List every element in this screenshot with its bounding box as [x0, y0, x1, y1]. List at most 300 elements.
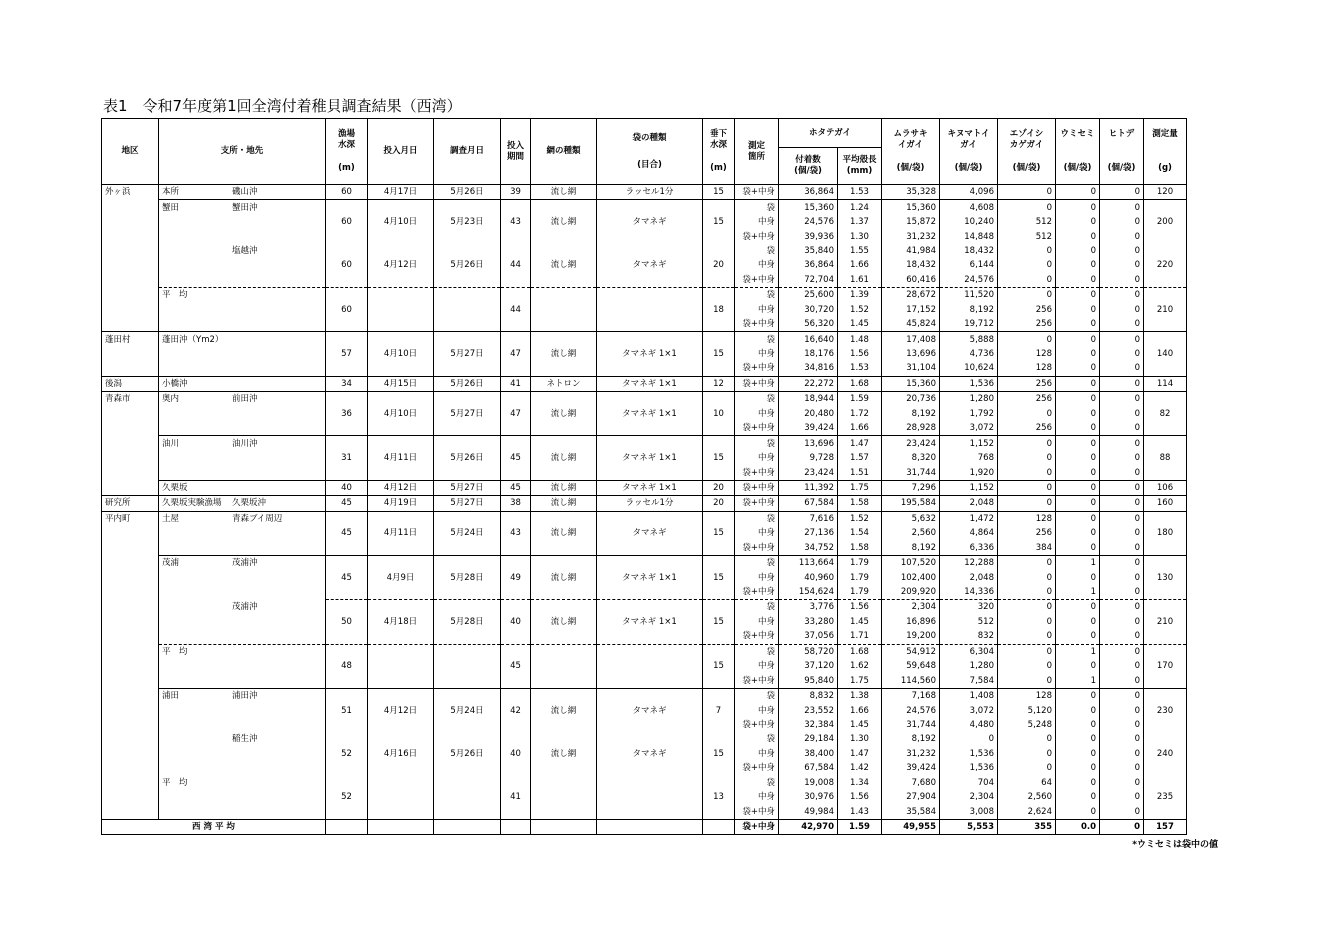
branch-cell — [159, 747, 326, 761]
days-cell: 42 — [501, 703, 531, 717]
hitode-cell: 0 — [1100, 496, 1144, 511]
scallop-length-cell: 1.30 — [838, 229, 882, 243]
survey-date-cell — [434, 511, 501, 526]
volume-cell — [1144, 332, 1187, 347]
branch-name: 蓬田沖（Ym2） — [162, 334, 224, 345]
days-cell: 43 — [501, 215, 531, 229]
umisemi-cell: 0 — [1056, 258, 1100, 272]
scallop-length-cell: 1.72 — [838, 407, 882, 421]
depth-cell — [326, 585, 368, 600]
kinumatoi-cell: 3,072 — [940, 421, 998, 436]
hang-depth-cell — [703, 644, 735, 659]
hitode-cell: 0 — [1100, 511, 1144, 526]
header-length: 平均殻長 (mm) — [838, 148, 882, 185]
bag-type-cell — [597, 511, 703, 526]
header-ezoishi: エゾイシ カゲガイ (個/袋) — [998, 119, 1056, 185]
depth-cell: 45 — [326, 570, 368, 584]
kinumatoi-cell: 512 — [940, 615, 998, 629]
measure-point-cell: 袋+中身 — [735, 273, 779, 288]
umisemi-cell: 0 — [1056, 465, 1100, 480]
mussel-cell: 209,920 — [882, 585, 940, 600]
ezoishi-cell: 0 — [998, 732, 1056, 746]
measure-point-cell: 中身 — [735, 570, 779, 584]
summary-row — [102, 819, 1187, 834]
branch-cell — [159, 718, 326, 732]
survey-date-cell: 5月27日 — [434, 347, 501, 361]
scallop-length-cell: 1.43 — [838, 804, 882, 819]
bag-type-cell — [597, 688, 703, 703]
days-cell: 45 — [501, 659, 531, 673]
branch-name: 蟹田 — [162, 202, 180, 213]
volume-cell: 230 — [1144, 703, 1187, 717]
table-row — [102, 673, 1187, 688]
measure-point-cell: 中身 — [735, 703, 779, 717]
volume-cell — [1144, 436, 1187, 451]
summary-len-cell: 1.59 — [838, 819, 882, 834]
days-cell: 40 — [501, 615, 531, 629]
table-row — [102, 804, 1187, 819]
hitode-cell: 0 — [1100, 790, 1144, 804]
branch-cell — [159, 244, 326, 258]
survey-date-cell — [434, 673, 501, 688]
days-cell — [501, 776, 531, 790]
branch-name: 油川 — [162, 438, 180, 449]
branch-cell — [159, 703, 326, 717]
table-row — [102, 185, 1187, 200]
scallop-length-cell: 1.68 — [838, 644, 882, 659]
hang-depth-cell — [703, 317, 735, 332]
summary-umi-cell: 0.0 — [1056, 819, 1100, 834]
bag-type-cell — [597, 273, 703, 288]
hitode-cell: 0 — [1100, 600, 1144, 615]
scallop-count-cell: 39,424 — [779, 421, 838, 436]
measure-point-cell: 袋 — [735, 244, 779, 258]
days-cell — [501, 511, 531, 526]
hitode-cell: 0 — [1100, 465, 1144, 480]
table-row — [102, 229, 1187, 243]
header-hitode: ヒトデ (個/袋) — [1100, 119, 1144, 185]
hitode-cell: 0 — [1100, 376, 1144, 391]
scallop-length-cell: 1.79 — [838, 555, 882, 570]
scallop-count-cell: 40,960 — [779, 570, 838, 584]
net-type-cell: 流し網 — [531, 496, 597, 511]
ezoishi-cell: 0 — [998, 555, 1056, 570]
hang-depth-cell — [703, 361, 735, 376]
mussel-cell: 19,200 — [882, 629, 940, 644]
area-cell — [102, 703, 159, 717]
umisemi-cell: 0 — [1056, 407, 1100, 421]
net-type-cell: 流し網 — [531, 570, 597, 584]
mussel-cell: 31,232 — [882, 747, 940, 761]
ezoishi-cell: 0 — [998, 407, 1056, 421]
scallop-count-cell: 95,840 — [779, 673, 838, 688]
hang-depth-cell — [703, 273, 735, 288]
depth-cell — [326, 644, 368, 659]
table-row — [102, 511, 1187, 526]
survey-date-cell — [434, 361, 501, 376]
kinumatoi-cell: 1,152 — [940, 480, 998, 495]
bag-type-cell: タマネギ — [597, 747, 703, 761]
umisemi-cell: 0 — [1056, 718, 1100, 732]
mussel-cell: 54,912 — [882, 644, 940, 659]
table-row — [102, 541, 1187, 556]
header-area: 地区 — [102, 119, 159, 185]
mussel-cell: 28,672 — [882, 288, 940, 303]
drop-date-cell: 4月19日 — [368, 496, 434, 511]
summary-empty-cell — [368, 819, 434, 834]
kinumatoi-cell: 4,864 — [940, 526, 998, 540]
table-row — [102, 555, 1187, 570]
depth-cell: 36 — [326, 407, 368, 421]
scallop-length-cell: 1.56 — [838, 347, 882, 361]
drop-date-cell — [368, 644, 434, 659]
measure-point-cell: 袋+中身 — [735, 585, 779, 600]
ezoishi-cell: 0 — [998, 200, 1056, 215]
bag-type-cell — [597, 718, 703, 732]
area-cell: 青森市 — [102, 392, 159, 407]
kinumatoi-cell: 18,432 — [940, 244, 998, 258]
mussel-cell: 59,648 — [882, 659, 940, 673]
depth-cell — [326, 718, 368, 732]
table-row — [102, 659, 1187, 673]
umisemi-cell: 0 — [1056, 496, 1100, 511]
survey-date-cell — [434, 541, 501, 556]
hang-depth-cell: 7 — [703, 703, 735, 717]
kinumatoi-cell: 1,152 — [940, 436, 998, 451]
hang-depth-cell — [703, 732, 735, 746]
bag-type-cell: タマネギ 1×1 — [597, 407, 703, 421]
hang-depth-cell: 15 — [703, 347, 735, 361]
branch-cell — [159, 659, 326, 673]
depth-cell: 51 — [326, 703, 368, 717]
ezoishi-cell: 256 — [998, 376, 1056, 391]
bag-type-cell — [597, 776, 703, 790]
kinumatoi-cell: 4,480 — [940, 718, 998, 732]
site-name: 青森ブイ周辺 — [232, 513, 283, 524]
measure-point-cell: 袋+中身 — [735, 421, 779, 436]
scallop-length-cell: 1.47 — [838, 747, 882, 761]
area-cell — [102, 303, 159, 317]
hang-depth-cell — [703, 761, 735, 775]
scallop-count-cell: 67,584 — [779, 496, 838, 511]
hang-depth-cell: 15 — [703, 185, 735, 200]
table-row — [102, 761, 1187, 775]
ezoishi-cell: 256 — [998, 526, 1056, 540]
net-type-cell — [531, 718, 597, 732]
mussel-cell: 20,736 — [882, 392, 940, 407]
ezoishi-cell: 0 — [998, 258, 1056, 272]
volume-cell — [1144, 541, 1187, 556]
net-type-cell — [531, 244, 597, 258]
branch-name: 小橋沖 — [162, 378, 188, 389]
scallop-count-cell: 37,056 — [779, 629, 838, 644]
bag-type-cell — [597, 303, 703, 317]
mussel-cell: 17,152 — [882, 303, 940, 317]
days-cell — [501, 688, 531, 703]
mussel-cell: 8,192 — [882, 541, 940, 556]
scallop-length-cell: 1.45 — [838, 615, 882, 629]
site-name: 茂浦沖 — [232, 558, 258, 569]
mussel-cell: 60,416 — [882, 273, 940, 288]
branch-cell — [159, 496, 326, 511]
measure-point-cell: 袋+中身 — [735, 761, 779, 775]
umisemi-cell: 0 — [1056, 376, 1100, 391]
hang-depth-cell — [703, 511, 735, 526]
mussel-cell: 31,744 — [882, 718, 940, 732]
hitode-cell: 0 — [1100, 673, 1144, 688]
volume-cell: 210 — [1144, 303, 1187, 317]
days-cell: 47 — [501, 407, 531, 421]
measure-point-cell: 袋 — [735, 511, 779, 526]
table-row — [102, 718, 1187, 732]
survey-date-cell: 5月28日 — [434, 615, 501, 629]
drop-date-cell — [368, 659, 434, 673]
bag-type-cell: タマネギ 1×1 — [597, 347, 703, 361]
volume-cell — [1144, 421, 1187, 436]
scallop-length-cell: 1.52 — [838, 511, 882, 526]
scallop-count-cell: 18,944 — [779, 392, 838, 407]
site-name: 浦田沖 — [232, 691, 258, 702]
ezoishi-cell: 128 — [998, 347, 1056, 361]
table-row — [102, 407, 1187, 421]
branch-cell — [159, 526, 326, 540]
hitode-cell: 0 — [1100, 703, 1144, 717]
hitode-cell: 0 — [1100, 804, 1144, 819]
kinumatoi-cell: 1,408 — [940, 688, 998, 703]
hitode-cell: 0 — [1100, 258, 1144, 272]
drop-date-cell: 4月16日 — [368, 747, 434, 761]
scallop-count-cell: 23,424 — [779, 465, 838, 480]
depth-cell — [326, 732, 368, 746]
volume-cell — [1144, 200, 1187, 215]
hitode-cell: 0 — [1100, 200, 1144, 215]
depth-cell — [326, 629, 368, 644]
bag-type-cell — [597, 361, 703, 376]
area-cell — [102, 718, 159, 732]
net-type-cell — [531, 688, 597, 703]
area-cell — [102, 600, 159, 615]
scallop-count-cell: 29,184 — [779, 732, 838, 746]
depth-cell — [326, 273, 368, 288]
hang-depth-cell: 15 — [703, 451, 735, 465]
drop-date-cell — [368, 273, 434, 288]
depth-cell: 60 — [326, 215, 368, 229]
mussel-cell: 2,560 — [882, 526, 940, 540]
net-type-cell: 流し網 — [531, 347, 597, 361]
depth-cell — [326, 600, 368, 615]
bag-type-cell — [597, 332, 703, 347]
measure-point-cell: 袋 — [735, 392, 779, 407]
umisemi-cell: 0 — [1056, 526, 1100, 540]
volume-cell — [1144, 804, 1187, 819]
bag-type-cell: タマネギ 1×1 — [597, 570, 703, 584]
header-scallop: ホタテガイ — [779, 119, 882, 148]
mussel-cell: 8,320 — [882, 451, 940, 465]
drop-date-cell — [368, 436, 434, 451]
bag-type-cell — [597, 436, 703, 451]
kinumatoi-cell: 4,096 — [940, 185, 998, 200]
measure-point-cell: 中身 — [735, 258, 779, 272]
days-cell — [501, 732, 531, 746]
footnote: *ウミセミは袋中の値 — [1132, 840, 1218, 850]
hang-depth-cell — [703, 332, 735, 347]
kinumatoi-cell: 4,736 — [940, 347, 998, 361]
umisemi-cell: 0 — [1056, 347, 1100, 361]
scallop-length-cell: 1.45 — [838, 317, 882, 332]
hitode-cell: 0 — [1100, 361, 1144, 376]
survey-date-cell — [434, 629, 501, 644]
hang-depth-cell: 12 — [703, 376, 735, 391]
hang-depth-cell: 18 — [703, 303, 735, 317]
days-cell — [501, 585, 531, 600]
branch-name: 久栗坂実験漁場 — [162, 498, 222, 509]
volume-cell: 160 — [1144, 496, 1187, 511]
area-cell — [102, 526, 159, 540]
net-type-cell: 流し網 — [531, 215, 597, 229]
net-type-cell: 流し網 — [531, 747, 597, 761]
umisemi-cell: 1 — [1056, 585, 1100, 600]
site-name: 前田沖 — [232, 394, 258, 405]
drop-date-cell: 4月11日 — [368, 526, 434, 540]
table-row — [102, 465, 1187, 480]
depth-cell: 31 — [326, 451, 368, 465]
measure-point-cell: 中身 — [735, 407, 779, 421]
days-cell — [501, 718, 531, 732]
bag-type-cell — [597, 585, 703, 600]
volume-cell — [1144, 629, 1187, 644]
bag-type-cell — [597, 644, 703, 659]
scallop-count-cell: 35,840 — [779, 244, 838, 258]
umisemi-cell: 0 — [1056, 185, 1100, 200]
umisemi-cell: 0 — [1056, 332, 1100, 347]
area-cell — [102, 555, 159, 570]
scallop-length-cell: 1.57 — [838, 451, 882, 465]
branch-cell — [159, 361, 326, 376]
net-type-cell — [531, 804, 597, 819]
survey-date-cell — [434, 659, 501, 673]
depth-cell — [326, 288, 368, 303]
hang-depth-cell — [703, 465, 735, 480]
depth-cell — [326, 421, 368, 436]
days-cell — [501, 761, 531, 775]
mussel-cell: 15,872 — [882, 215, 940, 229]
net-type-cell: 流し網 — [531, 615, 597, 629]
depth-cell: 57 — [326, 347, 368, 361]
measure-point-cell: 袋+中身 — [735, 480, 779, 495]
table-row — [102, 273, 1187, 288]
area-cell — [102, 347, 159, 361]
ezoishi-cell: 0 — [998, 273, 1056, 288]
measure-point-cell: 袋+中身 — [735, 718, 779, 732]
days-cell: 40 — [501, 747, 531, 761]
mussel-cell: 107,520 — [882, 555, 940, 570]
hang-depth-cell: 15 — [703, 215, 735, 229]
net-type-cell — [531, 303, 597, 317]
umisemi-cell: 0 — [1056, 541, 1100, 556]
scallop-length-cell: 1.39 — [838, 288, 882, 303]
drop-date-cell — [368, 288, 434, 303]
table-row — [102, 332, 1187, 347]
ezoishi-cell: 0 — [998, 436, 1056, 451]
table-row — [102, 244, 1187, 258]
hang-depth-cell — [703, 804, 735, 819]
hitode-cell: 0 — [1100, 392, 1144, 407]
table-row — [102, 303, 1187, 317]
days-cell — [501, 629, 531, 644]
site-name: 油川沖 — [232, 438, 258, 449]
area-cell — [102, 585, 159, 600]
days-cell — [501, 421, 531, 436]
days-cell: 45 — [501, 480, 531, 495]
mussel-cell: 45,824 — [882, 317, 940, 332]
header-drop-date: 投入月日 — [368, 119, 434, 185]
volume-cell — [1144, 555, 1187, 570]
hitode-cell: 0 — [1100, 421, 1144, 436]
umisemi-cell: 0 — [1056, 451, 1100, 465]
hitode-cell: 0 — [1100, 629, 1144, 644]
hitode-cell: 0 — [1100, 303, 1144, 317]
branch-cell — [159, 465, 326, 480]
hang-depth-cell — [703, 629, 735, 644]
survey-date-cell — [434, 244, 501, 258]
bag-type-cell: タマネギ — [597, 215, 703, 229]
branch-cell — [159, 585, 326, 600]
branch-name: 土屋 — [162, 513, 180, 524]
drop-date-cell — [368, 673, 434, 688]
umisemi-cell: 0 — [1056, 776, 1100, 790]
header-branch: 支所・地先 — [159, 119, 326, 185]
area-cell: 蓬田村 — [102, 332, 159, 347]
mussel-cell: 18,432 — [882, 258, 940, 272]
scallop-count-cell: 72,704 — [779, 273, 838, 288]
table-row — [102, 451, 1187, 465]
mussel-cell: 8,192 — [882, 407, 940, 421]
survey-date-cell — [434, 776, 501, 790]
mussel-cell: 102,400 — [882, 570, 940, 584]
scallop-length-cell: 1.59 — [838, 392, 882, 407]
depth-cell — [326, 688, 368, 703]
drop-date-cell — [368, 465, 434, 480]
bag-type-cell — [597, 288, 703, 303]
scallop-count-cell: 67,584 — [779, 761, 838, 775]
scallop-length-cell: 1.53 — [838, 361, 882, 376]
mussel-cell: 35,328 — [882, 185, 940, 200]
measure-point-cell: 袋+中身 — [735, 496, 779, 511]
bag-type-cell: タマネギ 1×1 — [597, 615, 703, 629]
scallop-length-cell: 1.79 — [838, 570, 882, 584]
scallop-length-cell: 1.24 — [838, 200, 882, 215]
area-cell — [102, 258, 159, 272]
header-hang-depth: 垂下 水深 (m) — [703, 119, 735, 185]
ezoishi-cell: 512 — [998, 229, 1056, 243]
scallop-count-cell: 33,280 — [779, 615, 838, 629]
area-cell — [102, 407, 159, 421]
area-cell — [102, 200, 159, 215]
hitode-cell: 0 — [1100, 185, 1144, 200]
net-type-cell — [531, 229, 597, 243]
kinumatoi-cell: 5,888 — [940, 332, 998, 347]
net-type-cell — [531, 511, 597, 526]
days-cell: 47 — [501, 347, 531, 361]
survey-date-cell — [434, 688, 501, 703]
scallop-count-cell: 3,776 — [779, 600, 838, 615]
table-row — [102, 644, 1187, 659]
branch-cell — [159, 273, 326, 288]
scallop-count-cell: 154,624 — [779, 585, 838, 600]
table-title: 表1 令和7年度第1回全湾付着稚貝調査結果（西湾） — [103, 97, 462, 115]
scallop-count-cell: 16,640 — [779, 332, 838, 347]
header-net-type: 網の種類 — [531, 119, 597, 185]
